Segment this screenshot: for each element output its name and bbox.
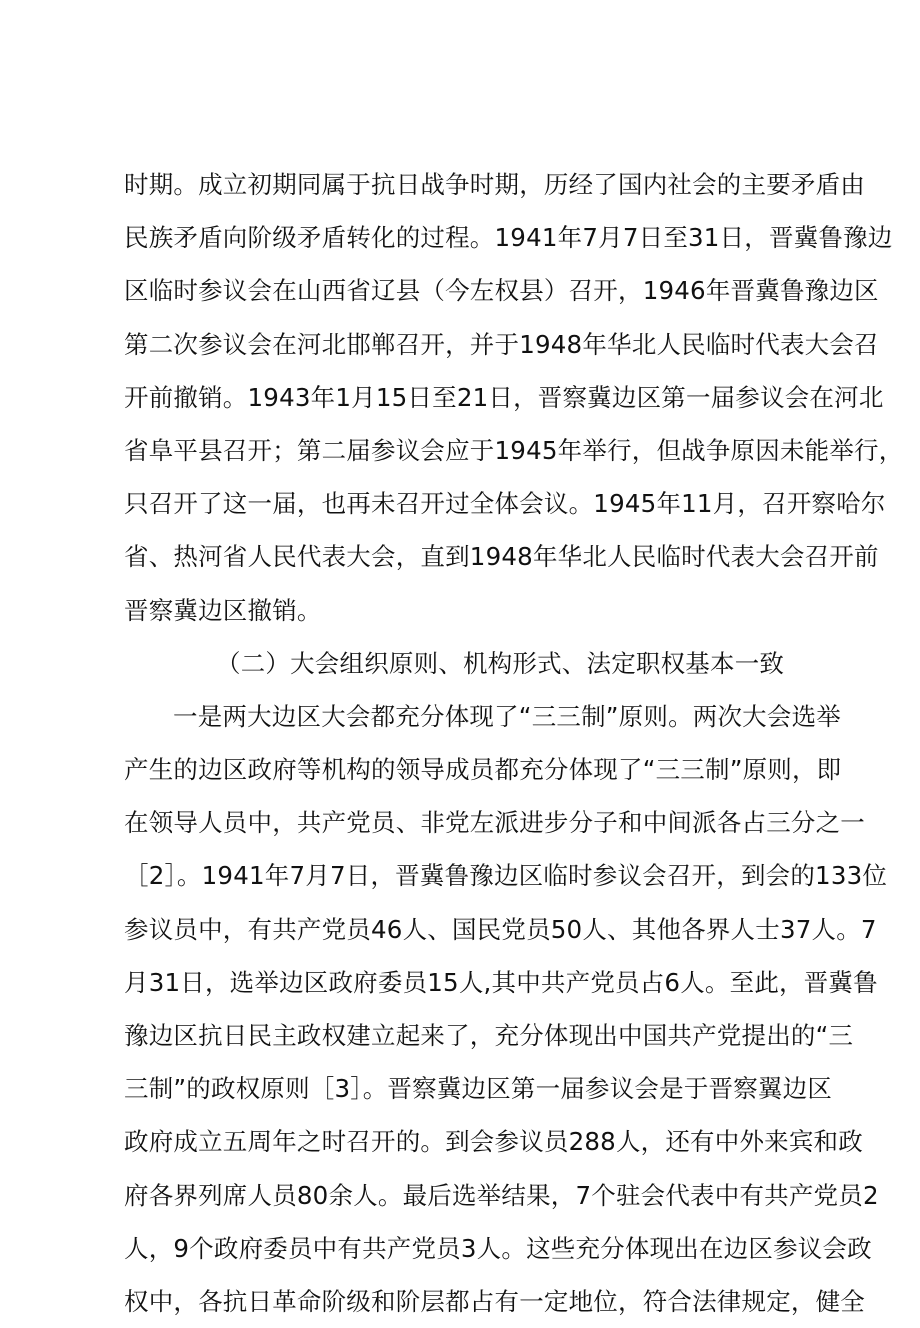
section-heading: （二）大会组织原则、机构形式、法定职权基本一致 (216, 648, 785, 678)
paragraph-line: 省阜平县召开；第二届参议会应于1945年举行，但战争原因未能举行， (124, 435, 904, 465)
paragraph-line: 省、热河省人民代表大会，直到1948年华北人民临时代表大会召开前 (124, 542, 879, 572)
paragraph-line: 第二次参议会在河北邯郸召开，并于1948年华北人民临时代表大会召 (124, 329, 879, 359)
paragraph-line: 只召开了这一届，也再未召开过全体会议。1945年11月，召开察哈尔 (124, 489, 886, 519)
paragraph-line: 人，9个政府委员中有共产党员3人。这些充分体现出在边区参议会政 (124, 1233, 872, 1263)
paragraph-line: 在领导人员中，共产党员、非党左派进步分子和中间派各占三分之一 (124, 808, 865, 838)
paragraph-line: ［2］。1941年7月7日，晋冀鲁豫边区临时参议会召开，到会的133位 (124, 861, 888, 891)
paragraph-line: 时期。成立初期同属于抗日战争时期，历经了国内社会的主要矛盾由 (124, 170, 865, 199)
paragraph-line: 政府成立五周年之时召开的。到会参议员288人，还有中外来宾和政 (124, 1127, 863, 1157)
paragraph-line: 月31日，选举边区政府委员15人,其中共产党员占6人。至此，晋冀鲁 (124, 967, 878, 997)
paragraph-line: 民族矛盾向阶级矛盾转化的过程。1941年7月7日至31日，晋冀鲁豫边 (124, 223, 893, 253)
paragraph-line: 开前撤销。1943年1月15日至21日，晋察冀边区第一届参议会在河北 (124, 382, 884, 412)
paragraph-line: 区临时参议会在山西省辽县（今左权县）召开，1946年晋冀鲁豫边区 (124, 276, 879, 306)
paragraph-line: 三制”的政权原则［3］。晋察冀边区第一届参议会是于晋察翼边区 (124, 1074, 833, 1104)
paragraph-line: 豫边区抗日民主政权建立起来了，充分体现出中国共产党提出的“三 (124, 1021, 854, 1050)
paragraph-line: 晋察冀边区撤销。 (124, 595, 322, 625)
paragraph-line: 权中，各抗日革命阶级和阶层都占有一定地位，符合法律规定，健全 (124, 1286, 865, 1316)
paragraph-line: 参议员中，有共产党员46人、国民党员50人、其他各界人士37人。7 (124, 914, 877, 944)
paragraph-line: 府各界列席人员80余人。最后选举结果，7个驻会代表中有共产党员2 (124, 1180, 879, 1210)
body-text (124, 158, 904, 1328)
paragraph-line: 一是两大边区大会都充分体现了“三三制”原则。两次大会选举 (173, 701, 841, 731)
paragraph-line: 产生的边区政府等机构的领导成员都充分体现了“三三制”原则，即 (124, 755, 842, 785)
